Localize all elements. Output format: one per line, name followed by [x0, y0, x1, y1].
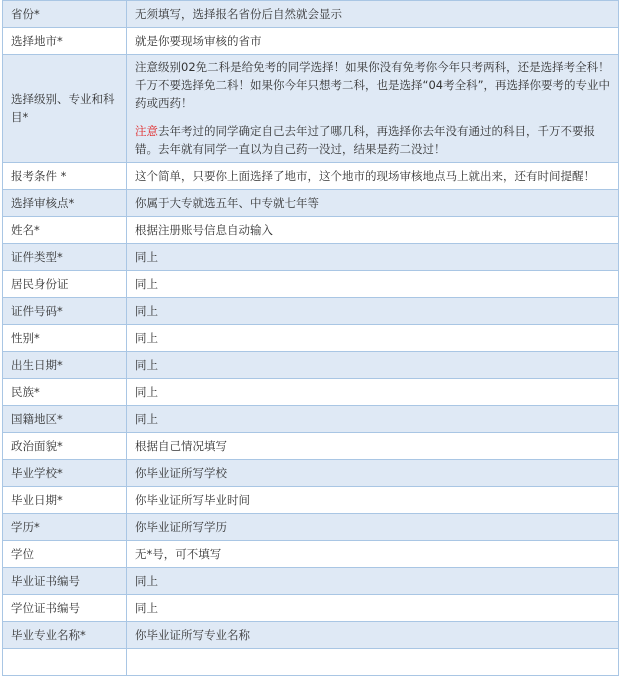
field-label: 证件类型*: [3, 244, 127, 271]
warning-note-text: 去年考过的同学确定自己去年过了哪几科，再选择你去年没有通过的科目，千万不要报错。去年就有同学一直以为自己药一没过，结果是药二没过！: [135, 124, 595, 156]
field-description: 无须填写，选择报名省份后自然就会显示: [127, 1, 619, 28]
table-row: [3, 568, 619, 595]
field-label: 选择级别、专业和科目*: [3, 55, 127, 163]
field-label: 性别*: [3, 325, 127, 352]
field-description: 你毕业证所写毕业时间: [127, 487, 619, 514]
table-row: [3, 271, 619, 298]
field-description: 同上: [127, 379, 619, 406]
field-label: 选择审核点*: [3, 190, 127, 217]
description-paragraph: [135, 122, 613, 158]
field-label: 民族*: [3, 379, 127, 406]
field-description: 同上: [127, 568, 619, 595]
table-row: [3, 595, 619, 622]
field-description: 你毕业证所写学校: [127, 460, 619, 487]
warning-note-label: 注意: [135, 124, 158, 138]
table-row: [3, 55, 619, 163]
field-label: 姓名*: [3, 217, 127, 244]
field-label: 居民身份证: [3, 271, 127, 298]
field-description: 同上: [127, 406, 619, 433]
field-description: 你属于大专就选五年、中专就七年等: [127, 190, 619, 217]
field-label: 省份*: [3, 1, 127, 28]
field-description: 同上: [127, 298, 619, 325]
field-label: 学位证书编号: [3, 595, 127, 622]
table-row: [3, 244, 619, 271]
field-description: 就是你要现场审核的省市: [127, 28, 619, 55]
table-row: [3, 163, 619, 190]
field-description: 这个简单，只要你上面选择了地市，这个地市的现场审核地点马上就出来，还有时间提醒！: [127, 163, 619, 190]
field-description: 同上: [127, 595, 619, 622]
field-description: 同上: [127, 244, 619, 271]
field-description: 根据注册账号信息自动输入: [127, 217, 619, 244]
paragraph-gap: [135, 112, 613, 122]
table-row: [3, 487, 619, 514]
table-row: [3, 1, 619, 28]
field-label: 选择地市*: [3, 28, 127, 55]
table-row: [3, 190, 619, 217]
field-label: 学历*: [3, 514, 127, 541]
table-row: [3, 28, 619, 55]
field-label: 毕业学校*: [3, 460, 127, 487]
field-description: 同上: [127, 325, 619, 352]
table-row: [3, 406, 619, 433]
field-label-empty: [3, 649, 127, 676]
field-description: 你毕业证所写学历: [127, 514, 619, 541]
field-description: 根据自己情况填写: [127, 433, 619, 460]
field-label: 学位: [3, 541, 127, 568]
table-row: [3, 352, 619, 379]
field-description: 无*号，可不填写: [127, 541, 619, 568]
field-label: 毕业日期*: [3, 487, 127, 514]
table-row: [3, 541, 619, 568]
table-row: [3, 433, 619, 460]
field-description: 同上: [127, 271, 619, 298]
table-row: [3, 298, 619, 325]
field-label: 政治面貌*: [3, 433, 127, 460]
table-row-partial: [3, 649, 619, 676]
field-label: 毕业证书编号: [3, 568, 127, 595]
field-label: 报考条件 *: [3, 163, 127, 190]
field-description-empty: [127, 649, 619, 676]
table-row: [3, 514, 619, 541]
field-description: [127, 55, 619, 163]
form-guide-table: [2, 0, 619, 676]
field-description: 你毕业证所写专业名称: [127, 622, 619, 649]
table-row: [3, 460, 619, 487]
table-row: [3, 217, 619, 244]
field-description: 同上: [127, 352, 619, 379]
field-label: 出生日期*: [3, 352, 127, 379]
field-label: 国籍地区*: [3, 406, 127, 433]
description-paragraph: 注意级别02免二科是给免考的同学选择！如果你没有免考你今年只考两科，还是选择考全科！千万不要选择免二科！如果你今年只想考二科，也是选择“04考全科”，再选择你要考的专业中药或西药！: [135, 60, 611, 110]
table-row: [3, 325, 619, 352]
field-label: 证件号码*: [3, 298, 127, 325]
table-row: [3, 379, 619, 406]
table-row: [3, 622, 619, 649]
field-label: 毕业专业名称*: [3, 622, 127, 649]
